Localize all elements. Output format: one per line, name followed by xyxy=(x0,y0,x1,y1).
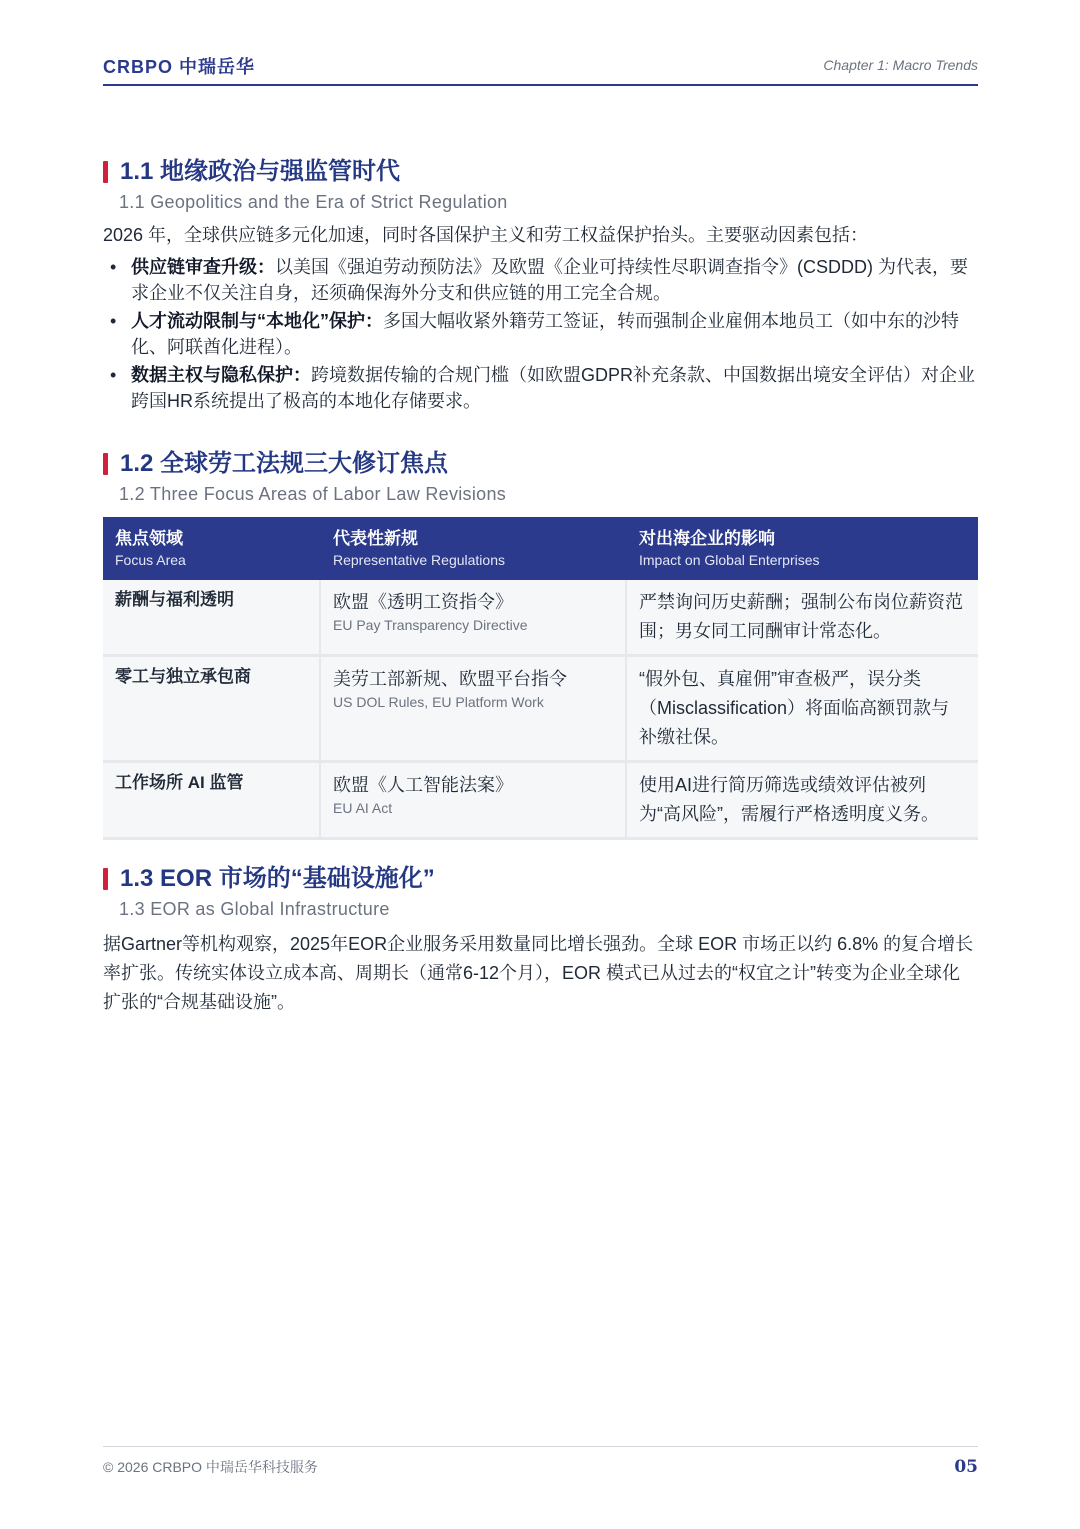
section-subtitle: 1.3 EOR as Global Infrastructure xyxy=(119,899,390,919)
bullet-text: 跨境数据传输的合规门槛（如欧盟GDPR补充条款、中国数据出境安全评估）对企业跨国HR系统提出了极高的本地化存储要求。 xyxy=(131,365,976,411)
section-1-1 xyxy=(103,156,978,416)
driver-list xyxy=(103,254,978,414)
page-number: 05 xyxy=(954,1457,978,1477)
bullet-text: 多国大幅收紧外籍劳工签证，转而强制企业雇佣本地员工（如中东的沙特化、阿联酋化进程）。 xyxy=(131,311,959,357)
accent-bar xyxy=(103,453,108,475)
section-subtitle: 1.1 Geopolitics and the Era of Strict Regulation xyxy=(119,192,508,212)
impact-cell: 使用AI进行简历筛选或绩效评估被列为“高风险”，需履行严格透明度义务。 xyxy=(627,763,978,840)
bullet-lead: 数据主权与隐私保护： xyxy=(131,365,311,385)
intro-paragraph: 2026 年，全球供应链多元化加速，同时各国保护主义和劳工权益保护抬头。主要驱动因素包括： xyxy=(103,225,869,245)
impact-cell: “假外包、真雇佣”审查极严，误分类（Misclassification）将面临高额罚款与补缴社保。 xyxy=(627,657,978,763)
section-subtitle: 1.2 Three Focus Areas of Labor Law Revisions xyxy=(119,484,507,504)
table-row xyxy=(103,657,978,763)
column-header-focus: 焦点领域 Focus Area xyxy=(103,517,321,580)
accent-bar xyxy=(103,868,108,890)
bullet-icon: • xyxy=(110,365,117,385)
section-1-3 xyxy=(103,863,978,1017)
copyright: © 2026 CRBPO 中瑞岳华科技服务 xyxy=(103,1459,318,1475)
page-header xyxy=(103,50,978,86)
bullet-icon: • xyxy=(110,257,117,277)
table-row xyxy=(103,763,978,840)
page-footer xyxy=(103,1446,978,1487)
regulation-table xyxy=(103,517,978,840)
impact-cell: 严禁询问历史薪酬；强制公布岗位薪资范围；男女同工同酬审计常态化。 xyxy=(627,580,978,657)
bullet-text: 以美国《强迫劳动预防法》及欧盟《企业可持续性尽职调查指令》(CSDDD) 为代表，要求企业不仅关注自身，还须确保海外分支和供应链的用工完全合规。 xyxy=(131,257,968,303)
section-title-text: 1.2 全球劳工法规三大修订焦点 xyxy=(120,450,449,477)
bullet-lead: 人才流动限制与“本地化”保护： xyxy=(131,311,383,331)
bullet-lead: 供应链审查升级： xyxy=(131,257,275,277)
accent-bar xyxy=(103,161,108,183)
table-row xyxy=(103,580,978,657)
column-header-regulation: 代表性新规 Representative Regulations xyxy=(321,517,627,580)
list-item xyxy=(103,362,978,414)
list-item xyxy=(103,254,978,306)
regulation-cell: 美劳工部新规、欧盟平台指令 US DOL Rules, EU Platform Work xyxy=(321,657,627,763)
eor-paragraph: 据Gartner等机构观察，2025年EOR企业服务采用数量同比增长强劲。全球 EOR 市场正以约 6.8% 的复合增长率扩张。传统实体设立成本高、周期长（通常6-12个月），EOR 模式已从过去的“权宜之计”转变为企业全球化扩张的“合规基础设施”。 xyxy=(103,934,974,1012)
chapter-label: Chapter 1: Macro Trends xyxy=(823,57,978,73)
focus-cell: 薪酬与福利透明 xyxy=(103,580,321,657)
section-title-text: 1.3 EOR 市场的“基础设施化” xyxy=(120,865,435,892)
bullet-icon: • xyxy=(110,311,117,331)
section-title-text: 1.1 地缘政治与强监管时代 xyxy=(120,158,401,185)
list-item xyxy=(103,308,978,360)
regulation-cell: 欧盟《人工智能法案》 EU AI Act xyxy=(321,763,627,840)
section-1-2 xyxy=(103,448,978,840)
column-header-impact: 对出海企业的影响 Impact on Global Enterprises xyxy=(627,517,978,580)
section-title xyxy=(103,156,978,188)
focus-cell: 零工与独立承包商 xyxy=(103,657,321,763)
section-title xyxy=(103,448,978,480)
focus-cell: 工作场所 AI 监管 xyxy=(103,763,321,840)
table-header-row xyxy=(103,517,978,580)
section-title xyxy=(103,863,978,895)
regulation-cell: 欧盟《透明工资指令》 EU Pay Transparency Directive xyxy=(321,580,627,657)
brand-logo-text: CRBPO 中瑞岳华 xyxy=(103,57,256,77)
